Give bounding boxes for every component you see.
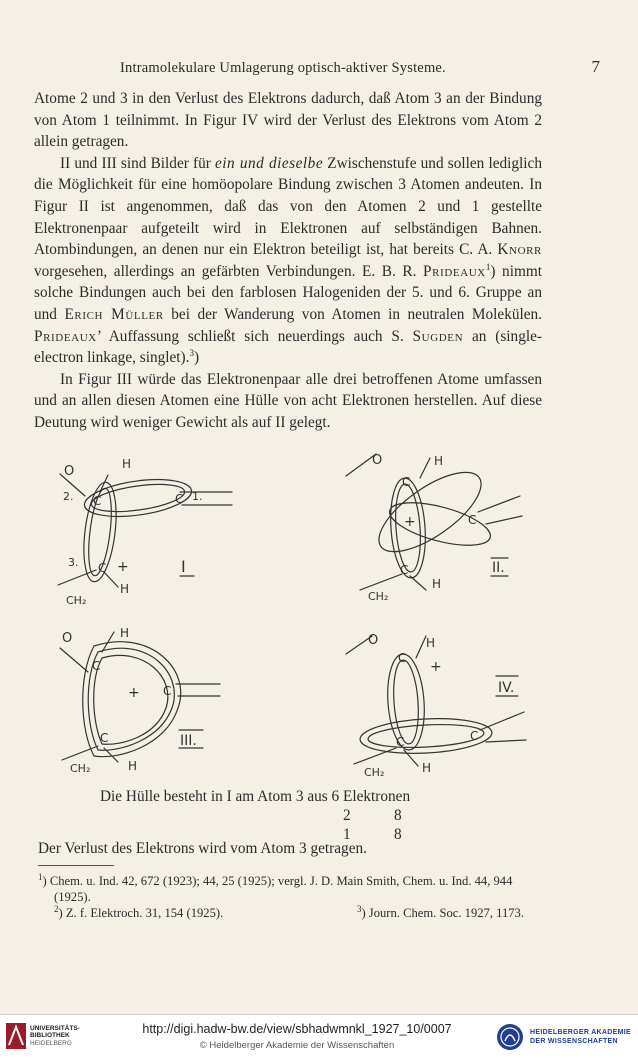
emphasis: ein und dieselbe xyxy=(215,154,324,172)
atom-number-1: 1. xyxy=(192,490,203,503)
running-header xyxy=(40,57,600,81)
atom-C: C xyxy=(396,735,405,749)
academy-name: HEIDELBERGER AKADEMIE DER WISSENSCHAFTEN xyxy=(530,1029,631,1045)
atom-C-2: C xyxy=(93,494,102,508)
electron-orbit-figures xyxy=(0,440,638,785)
figure-label-II: II. xyxy=(492,560,505,576)
atom-C-3: C xyxy=(98,561,107,575)
viewer-footer xyxy=(0,1014,638,1058)
hull-table xyxy=(100,787,520,844)
atom-H: H xyxy=(122,457,132,471)
group-CH2: CH₂ xyxy=(66,594,87,607)
figure-IV xyxy=(346,633,526,779)
hull-atom: 2 xyxy=(343,807,351,824)
atom-H: H xyxy=(432,577,442,591)
library-logo[interactable] xyxy=(6,1023,80,1049)
copyright-notice: © Heidelberger Akademie der Wissenschaften xyxy=(199,1040,395,1051)
author-mueller: Erich Müller xyxy=(64,305,164,323)
atom-O: O xyxy=(62,631,73,646)
group-CH2: CH₂ xyxy=(364,766,385,779)
footnote-row xyxy=(38,905,524,921)
atom-O: O xyxy=(64,464,75,479)
running-title: Intramolekulare Umlagerung optisch-aktiver Systeme. xyxy=(120,60,446,76)
hull-row-2 xyxy=(100,806,520,825)
page-number: 7 xyxy=(591,57,600,76)
hull-row-1 xyxy=(100,787,520,806)
hull-atom: 1 xyxy=(343,826,351,843)
footnote-divider xyxy=(38,865,114,866)
footnote-1: $^1$) Chem. u. Ind. 42, 672 (1923); 44, 25 (1925); vergl. J. D. Main Smith, Chem. u. Ind. 44, 944 (1925). xyxy=(38,871,513,904)
hull-electrons: 8 xyxy=(394,826,402,843)
hull-sentence: Die Hülle besteht in I am Atom 3 aus 6 Elektronen xyxy=(100,788,411,805)
atom-C: C xyxy=(100,731,109,745)
atom-C-1: C xyxy=(175,492,184,506)
conclusion: Der Verlust des Elektrons wird vom Atom 3 getragen. xyxy=(38,840,367,857)
footnote-2: $^2$) Z. f. Elektroch. 31, 154 (1925). xyxy=(54,903,224,920)
atom-H: H xyxy=(120,582,130,596)
atom-O: O xyxy=(372,453,383,468)
plus-sign: + xyxy=(404,514,416,530)
plus-sign: + xyxy=(128,685,140,701)
footnote-3: $^3$) Journ. Chem. Soc. 1927, 1173. xyxy=(356,903,524,920)
atom-C: C xyxy=(92,659,101,673)
atom-number-3: 3. xyxy=(68,556,79,569)
figure-III xyxy=(60,626,220,775)
paragraph-2: II und III sind Bilder für ein und dieselbe Zwischenstufe und sollen lediglich die Möglichkeit für eine homöopolare Bindung zwischen 3 Atomen andeuten. In Figur II ist angenommen, daß das von den Atomen 2 und 1 gestellte Elektronenpaar aufgeteilt wird in Elektronen auf selbständigen Bahnen. Atombindungen, an denen nur ein Elektron beteiligt ist, hat bereits C. A. Knorr vorgesehen, allerdings an gefärbten Verbindungen. E. B. R. Prideaux$^1$) nimmt solche Bindungen auch bei den farblosen Halogeniden der 5. und 6. Gruppe an und Erich Müller bei der Wanderung von Atomen in neutralen Molekülen. Prideaux’ Auffassung schließt sich neuerdings auch S. Sugden an (single-electron linkage, singlet).$^3$) xyxy=(34,154,542,367)
hull-electrons: 8 xyxy=(394,807,402,824)
author-knorr: Knorr xyxy=(497,241,542,259)
atom-H: H xyxy=(426,636,436,650)
figure-label-III: III. xyxy=(180,733,197,749)
paragraph-1: Atome 2 und 3 in den Verlust des Elektrons dadurch, daß Atom 3 an der Bindung von Atom 1 teilnimmt. In Figur IV wird der Verlust des Elektrons vom Atom 2 allein getragen. xyxy=(34,90,542,151)
footnote-ref-1: 1 xyxy=(485,261,491,272)
atom-H: H xyxy=(422,761,432,775)
figure-II xyxy=(346,453,522,603)
group-CH2: CH₂ xyxy=(70,762,91,775)
plus-sign: + xyxy=(430,659,442,675)
footnotes xyxy=(38,873,546,921)
author-prideaux: Prideaux xyxy=(423,262,486,280)
atom-C: C xyxy=(402,475,411,489)
academy-logo[interactable] xyxy=(496,1023,631,1051)
paragraph-3: In Figur III würde das Elektronenpaar alle drei betroffenen Atome umfassen und an allen diesen Atomen eine Hülle von acht Elektronen herstellen. Auf diese Deutung wird weniger Gewicht als auf II gelegt. xyxy=(34,370,542,431)
figure-label-IV: IV. xyxy=(498,680,515,696)
library-icon xyxy=(6,1023,26,1049)
atom-C: C xyxy=(163,684,172,698)
atom-H: H xyxy=(128,759,138,773)
atom-O: O xyxy=(368,633,379,648)
atom-C: C xyxy=(468,513,477,527)
atom-H: H xyxy=(120,626,130,640)
atom-C: C xyxy=(398,651,407,665)
library-name: UNIVERSITÄTS- BIBLIOTHEK HEIDELBERG xyxy=(30,1024,80,1047)
author-sugden: Sugden xyxy=(412,327,464,345)
atom-C: C xyxy=(400,563,409,577)
plus-sign: + xyxy=(117,559,129,575)
group-CH2: CH₂ xyxy=(368,590,389,603)
atom-C: C xyxy=(470,729,479,743)
figure-label-I: I xyxy=(181,557,186,576)
author-prideaux-2: Prideaux xyxy=(34,327,97,345)
permalink-url[interactable]: http://digi.hadw-bw.de/view/sbhadwmnkl_1927_10/0007 xyxy=(142,1022,452,1036)
academy-seal-icon xyxy=(496,1023,524,1051)
atom-number-2: 2. xyxy=(63,490,74,503)
figure-I xyxy=(58,457,232,607)
footnote-ref-3: 3 xyxy=(189,348,194,359)
body-text xyxy=(34,88,542,434)
atom-H: H xyxy=(434,454,444,468)
